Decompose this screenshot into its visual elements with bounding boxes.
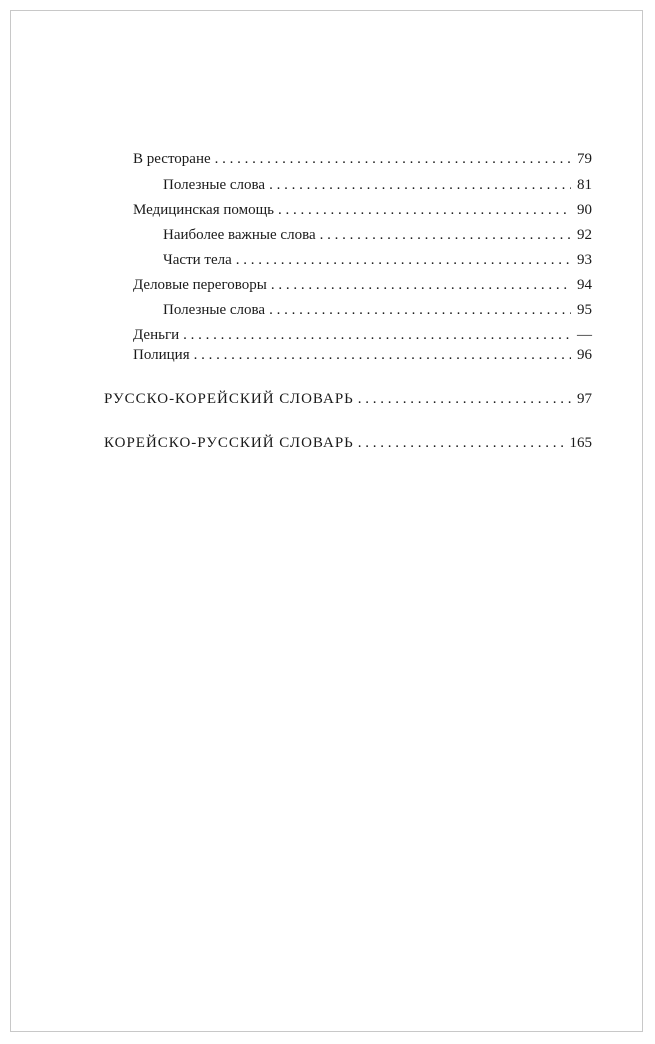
toc-entry-title: Полиция bbox=[133, 347, 190, 363]
toc-section-title: КОРЕЙСКО-РУССКИЙ СЛОВАРЬ bbox=[104, 435, 354, 451]
dot-leader bbox=[358, 434, 564, 452]
dot-leader bbox=[194, 346, 571, 364]
toc-entry-useful-words-1[interactable] bbox=[163, 176, 592, 194]
toc-entry-medical-help[interactable] bbox=[133, 201, 592, 219]
toc-section-page: 97 bbox=[577, 391, 592, 407]
toc-entry-title: Наиболее важные слова bbox=[163, 227, 316, 243]
toc-entry-title: Медицинская помощь bbox=[133, 202, 274, 218]
toc-entry-title: Части тела bbox=[163, 252, 232, 268]
toc-entry-page: — bbox=[577, 327, 592, 343]
toc-entry-title: В ресторане bbox=[133, 151, 211, 167]
dot-leader bbox=[215, 150, 571, 168]
toc-entry-page: 81 bbox=[577, 177, 592, 193]
toc-section-russian-korean[interactable] bbox=[104, 390, 592, 408]
toc-section-page: 165 bbox=[569, 435, 592, 451]
toc-entry-title: Деловые переговоры bbox=[133, 277, 267, 293]
toc-section-title: РУССКО-КОРЕЙСКИЙ СЛОВАРЬ bbox=[104, 391, 354, 407]
toc-entry-restaurant[interactable] bbox=[133, 150, 592, 168]
toc-entry-important-words[interactable] bbox=[163, 226, 592, 244]
toc-entry-money[interactable] bbox=[133, 326, 592, 344]
toc-entry-page: 90 bbox=[577, 202, 592, 218]
toc-entry-title: Деньги bbox=[133, 327, 180, 343]
toc-entry-page: 93 bbox=[577, 252, 592, 268]
dot-leader bbox=[358, 390, 571, 408]
dot-leader bbox=[271, 276, 571, 294]
dot-leader bbox=[269, 176, 571, 194]
toc-entry-title: Полезные слова bbox=[163, 302, 266, 318]
toc-entry-title: Полезные слова bbox=[163, 177, 266, 193]
toc-entry-body-parts[interactable] bbox=[163, 251, 592, 269]
toc-section-korean-russian[interactable] bbox=[104, 434, 592, 452]
toc-entry-page: 94 bbox=[577, 277, 592, 293]
toc-entry-page: 79 bbox=[577, 151, 592, 167]
toc-entry-page: 92 bbox=[577, 227, 592, 243]
toc-entry-page: 95 bbox=[577, 302, 592, 318]
toc-entry-business-talks[interactable] bbox=[133, 276, 592, 294]
dot-leader bbox=[236, 251, 571, 269]
dot-leader bbox=[320, 226, 571, 244]
dot-leader bbox=[183, 326, 571, 344]
dot-leader bbox=[278, 201, 571, 219]
toc-entry-police[interactable] bbox=[133, 346, 592, 364]
toc-entry-useful-words-2[interactable] bbox=[163, 301, 592, 319]
toc-entry-page: 96 bbox=[577, 347, 592, 363]
dot-leader bbox=[269, 301, 571, 319]
